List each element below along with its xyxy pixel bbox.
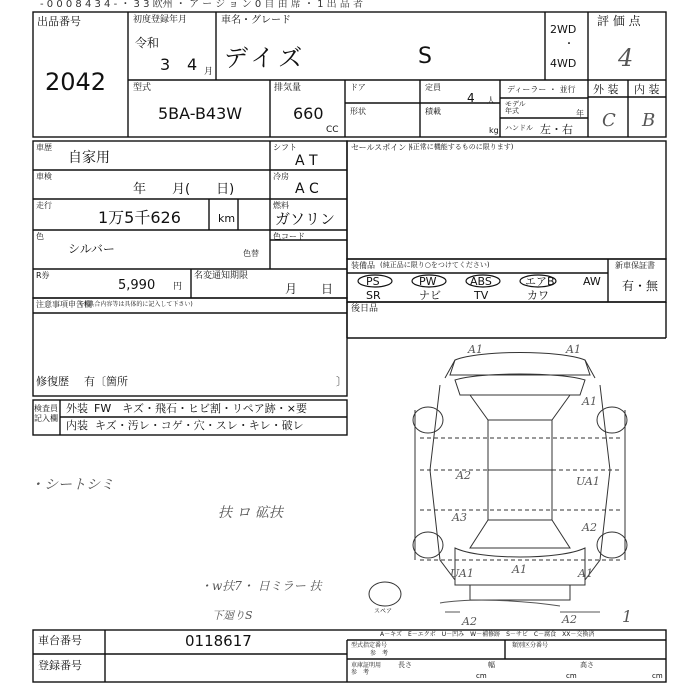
score-int-label: 内 装 — [634, 83, 660, 96]
after-parts-label: 後日品 — [351, 304, 379, 314]
spare-label: スペア — [374, 608, 393, 615]
score-int: B — [642, 110, 656, 131]
capacity-value: 4 — [467, 91, 475, 105]
chassis-label: 車台番号 — [38, 634, 82, 647]
mark-right-fender: A1 — [582, 395, 597, 408]
model-value: 5BA-B43W — [158, 104, 243, 123]
inspector-ext-items: FW キズ・飛石・ヒビ割・リペア跡・×要 — [94, 402, 307, 415]
equip-sr: SR — [366, 289, 381, 302]
drive-dot: ・ — [564, 39, 574, 50]
drive-4wd: 4WD — [550, 57, 577, 70]
mark-rear-right: A2 — [562, 613, 577, 626]
displacement-value: 660 — [293, 104, 324, 123]
aircon-label: 冷房 — [273, 172, 289, 181]
category-label: 類別区分番号 — [512, 642, 549, 649]
legend: A－キズ E－エクボ U－凹み W－補修跡 S－サビ C－腐食 XX－交換済 — [380, 631, 595, 638]
recycle-unit: 円 — [173, 282, 183, 292]
fuel-value: ガソリン — [275, 210, 336, 228]
equip-leather: カワ — [527, 289, 549, 302]
color-label: 色 — [36, 232, 44, 241]
cert-label: 車庫証明用 参 考 — [351, 662, 382, 677]
equip-airbag: エアB — [525, 275, 555, 288]
first-reg-month: 4 — [187, 55, 198, 74]
history-label: 車歴 — [36, 143, 52, 152]
dealer-label: ディーラー ・ 並行 — [507, 85, 576, 94]
repair-value: 有〔箇所 — [84, 375, 128, 388]
sales-point-sub: (正常に機能するものに限ります) — [410, 143, 514, 151]
color-value: シルバー — [68, 242, 115, 256]
mark-right-quarter: A1 — [578, 567, 593, 580]
hand-front-scratch: 扶 ロ 砿扶 — [218, 505, 283, 521]
score-value: 4 — [618, 44, 634, 72]
model-year-label: モデル 年式 — [505, 100, 526, 115]
mark-front-left: A1 — [468, 343, 483, 356]
name-change-label: 名変通知期限 — [194, 271, 249, 281]
car-name: デイズ — [224, 44, 307, 72]
lot-label: 出品番号 — [37, 15, 81, 28]
registration-label: 登録番号 — [38, 659, 82, 672]
mark-right-door: UA1 — [576, 475, 600, 488]
hand-seat-stain: ・シートシミ — [30, 477, 114, 493]
mark-rear-center: A1 — [512, 563, 527, 576]
inspector-label: 検査員 記入欄 — [34, 404, 58, 424]
score-ext: C — [602, 110, 616, 131]
mark-left-door: A2 — [456, 469, 471, 482]
mark-left-quarter: UA1 — [450, 567, 474, 580]
first-reg-label: 初度登録年月 — [133, 15, 188, 25]
mark-left-rear-door: A3 — [452, 511, 467, 524]
mileage-label: 走行 — [36, 201, 52, 210]
equip-navi: ナビ — [419, 289, 441, 302]
chassis-value: 0118617 — [185, 632, 252, 650]
shift-label: シフト — [273, 143, 297, 152]
hand-under: 下廻りS — [212, 609, 253, 622]
aircon-value: A C — [295, 181, 319, 197]
warranty-label: 新車保証書 — [615, 261, 655, 270]
mark-front-right: A1 — [566, 343, 581, 356]
model-label: 型式 — [133, 83, 152, 93]
mileage-unit: km — [218, 212, 236, 225]
load-unit: kg — [489, 126, 499, 135]
car-grade: S — [418, 44, 432, 69]
equip-aw: AW — [583, 275, 601, 288]
length-label: 長さ — [398, 661, 412, 669]
equip-pw: PW — [419, 275, 437, 288]
displacement-unit: CC — [326, 125, 339, 135]
fuel-label: 燃料 — [273, 201, 289, 210]
width-label: 幅 — [488, 661, 495, 669]
equipment-sub: (純正品に限り○をつけてください) — [380, 261, 490, 269]
notes-label: 注意事項申告欄 — [36, 300, 92, 309]
designation-label: 型式指定番号 — [351, 642, 388, 649]
capacity-label: 定員 — [425, 83, 441, 92]
inspector-int-items: キズ・汚レ・コゲ・穴・スレ・キレ・破レ — [95, 419, 304, 432]
shape-label: 形状 — [350, 107, 366, 116]
repair-label: 修復歴 — [36, 375, 69, 388]
score-ext-label: 外 装 — [593, 83, 619, 96]
sales-point-label: セールスポイント — [351, 143, 415, 152]
handle-value: 左・右 — [540, 123, 573, 136]
handle-label: ハンドル — [505, 124, 533, 132]
displacement-label: 排気量 — [274, 83, 302, 93]
equip-ps: PS — [366, 275, 380, 288]
hand-wheel-mirror: ・w扶7・ 日ミラー 扶 — [200, 579, 322, 593]
model-year-unit: 年 — [576, 109, 584, 118]
mileage-value: 1万5千626 — [98, 208, 181, 227]
warranty-value: 有・無 — [622, 279, 659, 293]
first-reg-month-unit: 月 — [204, 67, 214, 77]
recycle-label: R券 — [36, 271, 50, 280]
header-strip: - 0 0 0 8 4 3 4 - ・ 3 3 欧州 ・ ア ー ジ ョ ン 0 自 由 席 ・ 1 出 品 者 — [40, 0, 364, 10]
height-label: 高さ — [580, 661, 594, 669]
capacity-unit: 人 — [487, 96, 495, 105]
recycle-value: 5,990 — [118, 278, 156, 293]
inspector-int-label: 内装 — [66, 419, 88, 432]
lot-number: 2042 — [45, 68, 107, 96]
first-reg-era: 令和 — [135, 36, 160, 50]
load-label: 積載 — [425, 107, 441, 116]
equipment-label: 装備品 — [351, 261, 375, 270]
drive-2wd: 2WD — [550, 23, 577, 36]
history-value: 自家用 — [68, 150, 110, 166]
mark-rear-left: A2 — [462, 615, 477, 628]
name-change-value: 月 日 — [285, 282, 334, 296]
height-unit: cm — [652, 672, 663, 680]
first-reg-year: 3 — [160, 55, 171, 74]
inspection-label: 車検 — [36, 172, 52, 181]
equip-abs: ABS — [470, 275, 492, 288]
inspection-value: 年 月( 日) — [133, 182, 235, 197]
width-unit: cm — [566, 672, 577, 680]
mark-right-rear-door: A2 — [582, 521, 597, 534]
equip-tv: TV — [474, 289, 489, 302]
repair-end: 〕 — [336, 375, 347, 388]
inspector-ext-label: 外装 — [66, 402, 88, 415]
notes-sub: (不具合内容等は具体的に記入して下さい) — [80, 301, 193, 308]
hand-one: 1 — [622, 607, 633, 626]
shift-value: A T — [295, 153, 318, 169]
color-code-label: 色コード — [273, 232, 305, 241]
length-unit: cm — [476, 672, 487, 680]
doors-label: ドア — [350, 83, 366, 92]
designation-ref: 参 考 — [370, 650, 389, 657]
score-label: 評 価 点 — [597, 14, 641, 28]
color-changed: 色替 — [243, 249, 259, 258]
car-label: 車名・グレード — [221, 15, 291, 26]
